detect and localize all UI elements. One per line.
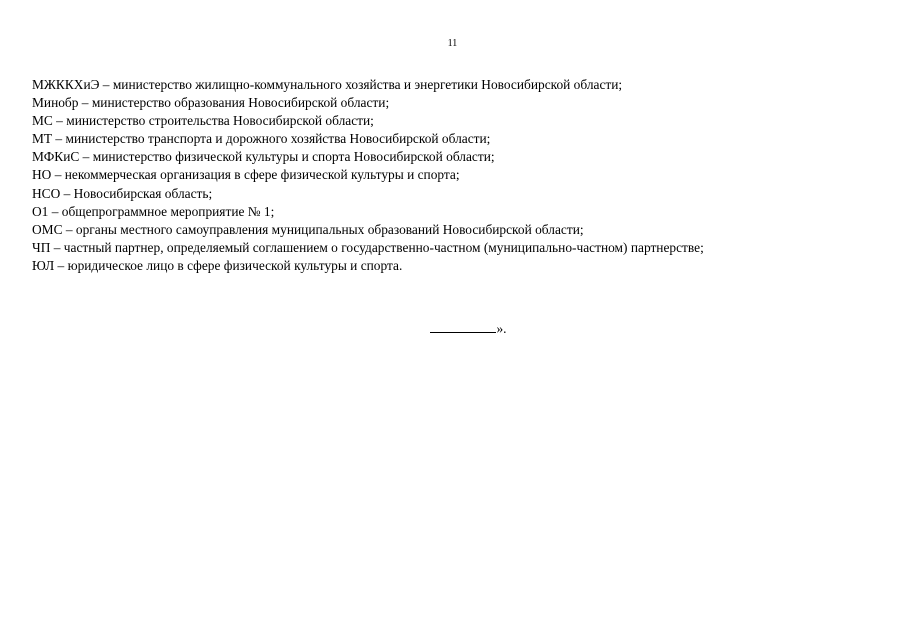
abbreviation-item: МС – министерство строительства Новосибирской области; [32, 113, 374, 129]
abbreviation-item: НСО – Новосибирская область; [32, 185, 213, 201]
abbreviation-item: Минобр – министерство образования Новосибирской области; [32, 95, 390, 111]
abbreviation-item: ОМС – органы местного самоуправления муниципальных образований Новосибирской области; [32, 221, 584, 237]
closing-underline [430, 320, 496, 333]
closing-quote-mark: ». [496, 321, 507, 336]
closing-line [0, 320, 905, 338]
abbreviation-list [32, 76, 892, 275]
abbreviation-item: НО – некоммерческая организация в сфере физической культуры и спорта; [32, 167, 460, 183]
abbreviation-item: ЧП – частный партнер, определяемый соглашением о государственно-частном (муниципально-частном) партнерстве; [32, 239, 704, 255]
abbreviation-item: МФКиС – министерство физической культуры и спорта Новосибирской области; [32, 149, 495, 165]
abbreviation-item: МЖККХиЭ – министерство жилищно-коммунального хозяйства и энергетики Новосибирской области; [32, 77, 623, 92]
abbreviation-item: ЮЛ – юридическое лицо в сфере физической культуры и спорта. [32, 257, 403, 273]
page-number: 11 [447, 38, 458, 49]
abbreviation-item: О1 – общепрограммное мероприятие № 1; [32, 203, 275, 219]
abbreviation-item: МТ – министерство транспорта и дорожного хозяйства Новосибирской области; [32, 131, 491, 147]
